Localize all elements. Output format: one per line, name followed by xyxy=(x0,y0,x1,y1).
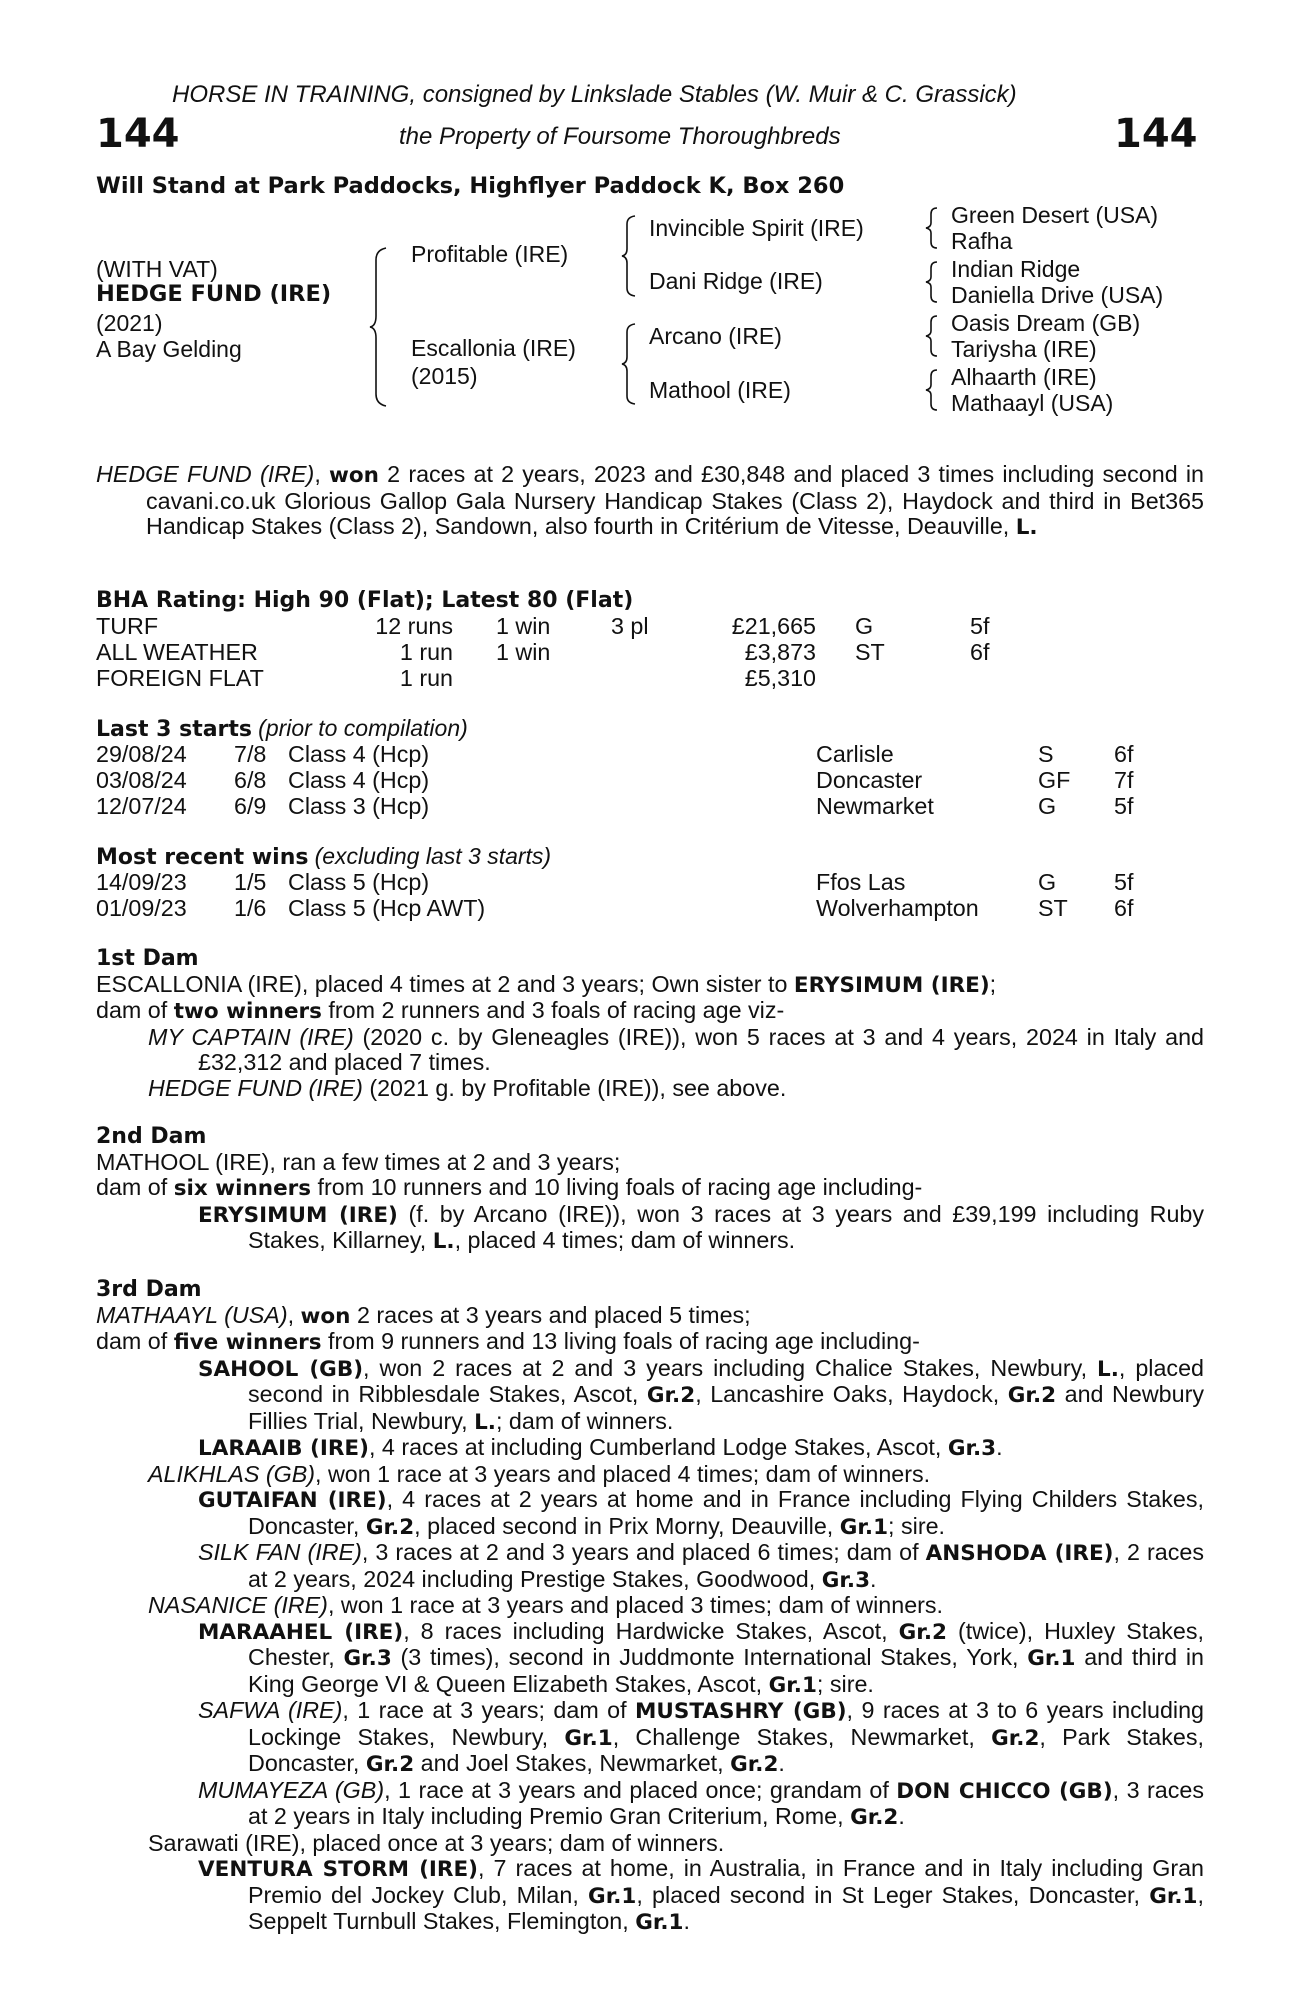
produce-entry: SILK FAN (IRE), 3 races at 2 and 3 years and placed 6 times; dam of ANSHODA (IRE), 2 races at 2 years, 2024 including Prestige Stakes, Goodwood, Gr.3. xyxy=(198,1539,1204,1593)
win-going: G xyxy=(1038,869,1057,895)
produce-entry: HEDGE FUND (IRE) (2021 g. by Profitable (IRE)), see above. xyxy=(148,1074,787,1101)
lot-number-left: 144 xyxy=(96,111,180,157)
win-distance: 5f xyxy=(1114,869,1134,895)
start-course: Carlisle xyxy=(816,741,894,767)
win-date: 01/09/23 xyxy=(96,895,187,921)
start-position: 6/8 xyxy=(234,767,267,793)
start-course: Doncaster xyxy=(816,767,923,793)
recent-wins-title: Most recent wins xyxy=(96,845,309,870)
dam-sire: Arcano (IRE) xyxy=(649,323,782,349)
third-dam-produce-line: dam of five winners from 9 runners and 13 living foals of racing age including- xyxy=(96,1328,920,1355)
rating-wins: 1 win xyxy=(496,613,551,639)
sire-sire: Invincible Spirit (IRE) xyxy=(649,215,864,241)
dam-year: (2015) xyxy=(411,363,478,389)
pedigree-brace-g3 xyxy=(924,314,940,358)
start-distance: 7f xyxy=(1114,767,1134,793)
produce-entry: ERYSIMUM (IRE) (f. by Arcano (IRE)), won 3 races at 3 years and £39,199 including Ruby Stakes, Killarney, L., placed 4 times; dam of winners. xyxy=(198,1200,1205,1254)
win-class: Class 5 (Hcp AWT) xyxy=(288,895,486,921)
rating-earnings: £3,873 xyxy=(744,639,816,665)
grand-ancestor: Mathaayl (USA) xyxy=(951,390,1114,416)
rating-surface: TURF xyxy=(96,613,159,639)
second-dam-produce-line: dam of six winners from 10 runners and 10 living foals of racing age including- xyxy=(96,1174,923,1201)
produce-entry: LARAAIB (IRE), 4 races at including Cumberland Lodge Stakes, Ascot, Gr.3. xyxy=(198,1434,1003,1461)
produce-entry: SAFWA (IRE), 1 race at 3 years; dam of MUSTASHRY (GB), 9 races at 3 to 6 years including Lockinge Stakes, Newbury, Gr.1, Challenge Stakes, Newmarket, Gr.2, Park Stakes, Doncaster, Gr.2 and Joel Stakes, Newmarket, Gr.2. xyxy=(198,1697,1205,1777)
start-distance: 5f xyxy=(1114,793,1134,819)
summary-won: won xyxy=(329,463,379,488)
produce-entry: SAHOOL (GB), won 2 races at 2 and 3 years including Chalice Stakes, Newbury, L., placed second in Ribblesdale Stakes, Ascot, Gr.2, Lancashire Oaks, Haydock, Gr.2 and Newbury Fillies Trial, Newbury, L.; dam of winners. xyxy=(198,1354,1204,1435)
win-position: 1/6 xyxy=(234,895,267,921)
win-date: 14/09/23 xyxy=(96,869,187,895)
consignment-line: HORSE IN TRAINING, consigned by Linkslade Stables (W. Muir & C. Grassick) xyxy=(172,81,1017,108)
grand-ancestor: Alhaarth (IRE) xyxy=(951,364,1097,390)
pedigree-brace-main xyxy=(368,246,390,408)
start-date: 03/08/24 xyxy=(96,767,187,793)
grand-ancestor: Oasis Dream (GB) xyxy=(951,310,1141,336)
rating-earnings: £5,310 xyxy=(744,665,816,691)
first-dam-line: ESCALLONIA (IRE), placed 4 times at 2 and 3 years; Own sister to ERYSIMUM (IRE); xyxy=(96,970,997,998)
dam-name: Escallonia (IRE) xyxy=(411,335,576,361)
produce-entry: GUTAIFAN (IRE), 4 races at 2 years at home and in France including Flying Childers Stakes, Doncaster, Gr.2, placed second in Prix Morny, Deauville, Gr.1; sire. xyxy=(198,1486,1204,1540)
rating-going: G xyxy=(855,613,874,639)
last-starts-note: (prior to compilation) xyxy=(258,715,468,741)
sire-dam: Dani Ridge (IRE) xyxy=(649,268,823,294)
summary-horse-name: HEDGE FUND (IRE) xyxy=(96,461,315,487)
third-dam-section xyxy=(96,1277,1204,1936)
start-going: S xyxy=(1038,741,1054,767)
rating-distance: 6f xyxy=(970,639,990,665)
horse-year: (2021) xyxy=(96,310,163,336)
produce-entry: MUMAYEZA (GB), 1 race at 3 years and placed once; grandam of DON CHICCO (GB), 3 races at 2 years in Italy including Premio Gran Criterium, Rome, Gr.2. xyxy=(198,1776,1204,1830)
rating-earnings: £21,665 xyxy=(731,613,816,639)
dam-dam: Mathool (IRE) xyxy=(649,377,791,403)
start-class: Class 4 (Hcp) xyxy=(288,741,430,767)
grand-ancestor: Indian Ridge xyxy=(951,256,1081,282)
win-course: Wolverhampton xyxy=(816,895,979,921)
ratings-heading: BHA Rating: High 90 (Flat); Latest 80 (Flat) xyxy=(96,588,634,613)
rating-runs: 1 run xyxy=(399,639,453,665)
second-dam-heading: 2nd Dam xyxy=(96,1124,207,1149)
rating-placed: 3 pl xyxy=(611,613,649,639)
last-starts-heading xyxy=(96,716,468,743)
win-distance: 6f xyxy=(1114,895,1134,921)
produce-entry: MARAAHEL (IRE), 8 races including Hardwicke Stakes, Ascot, Gr.2 (twice), Huxley Stakes, Chester, Gr.3 (3 times), second in Juddmonte International Stakes, York, Gr.1 and third in King George VI & Queen Elizabeth Stakes, Ascot, Gr.1; sire. xyxy=(198,1617,1205,1698)
grand-ancestor: Rafha xyxy=(951,228,1013,254)
vat-label: (WITH VAT) xyxy=(96,256,218,282)
rating-surface: FOREIGN FLAT xyxy=(96,665,264,691)
rating-distance: 5f xyxy=(970,613,990,639)
start-date: 12/07/24 xyxy=(96,793,187,819)
pedigree-brace-sire xyxy=(620,214,638,298)
win-going: ST xyxy=(1038,895,1068,921)
start-course: Newmarket xyxy=(816,793,934,819)
stabling-line: Will Stand at Park Paddocks, Highflyer Paddock K, Box 260 xyxy=(96,173,845,199)
start-position: 6/9 xyxy=(234,793,267,819)
rating-surface: ALL WEATHER xyxy=(96,639,258,665)
grand-ancestor: Green Desert (USA) xyxy=(951,202,1159,228)
summary-listed: L. xyxy=(1015,515,1038,540)
first-dam-heading: 1st Dam xyxy=(96,946,199,971)
first-dam-produce-line: dam of two winners from 2 runners and 3 foals of racing age viz- xyxy=(96,997,785,1024)
produce-entry: ALIKHLAS (GB), won 1 race at 3 years and placed 4 times; dam of winners. xyxy=(148,1460,931,1487)
win-course: Ffos Las xyxy=(816,869,906,895)
third-dam-line: MATHAAYL (USA), won 2 races at 3 years and placed 5 times; xyxy=(96,1301,751,1329)
pedigree-brace-g2 xyxy=(924,260,940,304)
pedigree-brace-g1 xyxy=(924,206,940,250)
start-position: 7/8 xyxy=(234,741,267,767)
start-going: GF xyxy=(1038,767,1071,793)
produce-entry: MY CAPTAIN (IRE) (2020 c. by Gleneagles (IRE)), won 5 races at 3 and 4 years, 2024 in Italy and £32,312 and placed 7 times. xyxy=(148,1023,1204,1075)
start-date: 29/08/24 xyxy=(96,741,187,767)
rating-wins: 1 win xyxy=(496,639,551,665)
win-class: Class 5 (Hcp) xyxy=(288,869,430,895)
second-dam-section xyxy=(96,1124,1204,1255)
summary-text: 2 races at 2 years, 2023 and £30,848 and placed 3 times including second in cavani.co.uk Glorious Gallop Gala Nursery Handicap Stakes (Class 2), Haydock and third in Bet365 Handicap Stakes (Class 2), Sandown, also fourth in Critérium de Vitesse, Deauville, xyxy=(146,461,1204,539)
rating-going: ST xyxy=(855,639,885,665)
race-summary: HEDGE FUND (IRE), won 2 races at 2 years, 2023 and £30,848 and placed 3 times including second in cavani.co.uk Glorious Gallop Gala Nursery Handicap Stakes (Class 2), Haydock and third in Bet365 Handicap Stakes (Class 2), Sandown, also fourth in Critérium de Vitesse, Deauville, L. xyxy=(96,461,1204,540)
start-class: Class 3 (Hcp) xyxy=(288,793,430,819)
property-line: the Property of Foursome Thoroughbreds xyxy=(399,123,841,150)
produce-entry: Sarawati (IRE), placed once at 3 years; dam of winners. xyxy=(148,1829,725,1856)
produce-entry: VENTURA STORM (IRE), 7 races at home, in Australia, in France and in Italy including Gran Premio del Jockey Club, Milan, Gr.1, placed second in St Leger Stakes, Doncaster, Gr.1, Seppelt Turnbull Stakes, Flemington, Gr.1. xyxy=(198,1855,1204,1935)
first-dam-section xyxy=(96,946,1204,1101)
recent-wins-note: (excluding last 3 starts) xyxy=(314,843,552,869)
lot-number-right: 144 xyxy=(1114,111,1198,157)
rating-runs: 1 run xyxy=(399,665,453,691)
horse-description: A Bay Gelding xyxy=(96,336,242,362)
second-dam-line: MATHOOL (IRE), ran a few times at 2 and 3 years; xyxy=(96,1148,621,1175)
last-starts-title: Last 3 starts xyxy=(96,717,253,742)
produce-entry: NASANICE (IRE), won 1 race at 3 years and placed 3 times; dam of winners. xyxy=(148,1592,944,1618)
sire-name: Profitable (IRE) xyxy=(411,241,569,267)
start-class: Class 4 (Hcp) xyxy=(288,767,430,793)
start-distance: 6f xyxy=(1114,741,1134,767)
pedigree-brace-g4 xyxy=(924,368,940,412)
grand-ancestor: Tariysha (IRE) xyxy=(951,336,1097,362)
recent-wins-heading xyxy=(96,844,551,871)
win-position: 1/5 xyxy=(234,869,267,895)
rating-runs: 12 runs xyxy=(375,613,453,639)
third-dam-heading: 3rd Dam xyxy=(96,1277,202,1302)
grand-ancestor: Daniella Drive (USA) xyxy=(951,282,1164,308)
start-going: G xyxy=(1038,793,1057,819)
horse-name: HEDGE FUND (IRE) xyxy=(96,281,332,307)
pedigree-brace-dam xyxy=(620,322,638,406)
